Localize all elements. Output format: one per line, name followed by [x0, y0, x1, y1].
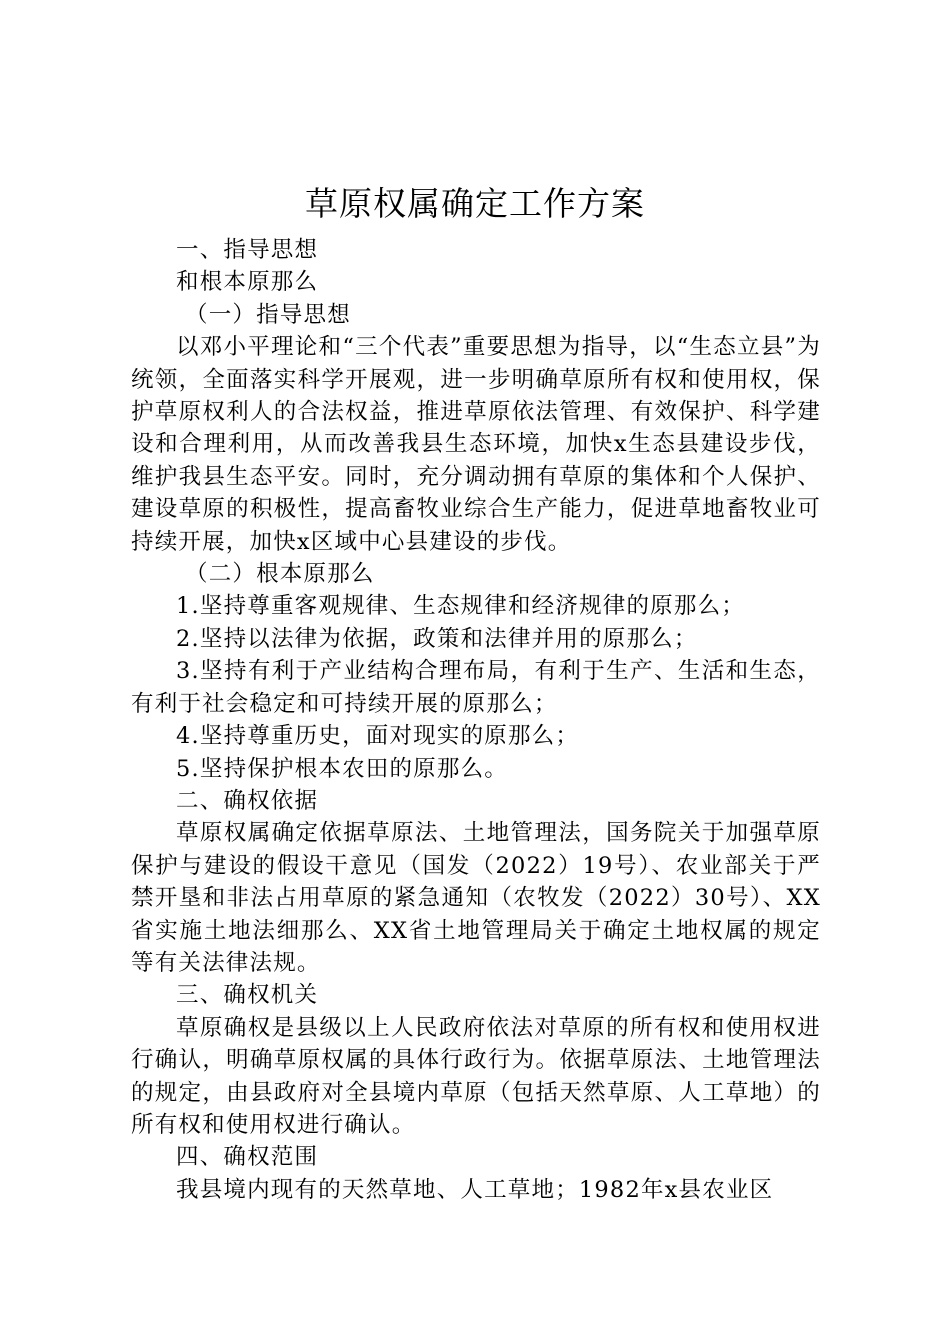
subsection-heading-basic-principles: （二）根本原那么 [185, 561, 375, 588]
paragraph-basis: 草原权属确定依据草原法、土地管理法，国务院关于加强草原保护与建设的假设干意见（国发（2022）19号）、农业部关于严禁开垦和非法占用草原的紧急通知（农牧发（2022）30号）、XX省实施土地法细那么、XX省土地管理局关于确定土地权属的规定等有关法律法规。 [131, 820, 821, 976]
section-heading-1: 一、指导思想 [176, 237, 319, 263]
principle-item-5: 5.坚持保护根本农田的原那么。 [176, 755, 508, 782]
principle-item-1: 1.坚持尊重客观规律、生态规律和经济规律的原那么； [176, 593, 745, 620]
subsection-heading-guiding-thought: （一）指导思想 [185, 301, 351, 328]
principle-item-3: 3.坚持有利于产业结构合理布局，有利于生产、生活和生态，有利于社会稳定和可持续开展的原那么； [131, 658, 821, 717]
section-heading-3: 三、确权机关 [176, 982, 319, 1009]
section-heading-1-continued: 和根本原那么 [176, 269, 319, 296]
document-title: 草原权属确定工作方案 [305, 184, 645, 223]
principle-item-4: 4.坚持尊重历史，面对现实的原那么； [176, 723, 580, 750]
paragraph-scope: 我县境内现有的天然草地、人工草地；1982年x县农业区 [176, 1176, 774, 1203]
paragraph-authority: 草原确权是县级以上人民政府依法对草原的所有权和使用权进行确认，明确草原权属的具体行政行为。依据草原法、土地管理法的规定，由县政府对全县境内草原（包括天然草原、人工草地）的所有权和使用权进行确认。 [131, 1014, 821, 1138]
section-heading-4: 四、确权范围 [176, 1144, 319, 1171]
paragraph-guiding-thought: 以邓小平理论和“三个代表”重要思想为指导，以“生态立县”为统领，全面落实科学开展观，进一步明确草原所有权和使用权，保护草原权利人的合法权益，推进草原依法管理、有效保护、科学建设和合理利用，从而改善我县生态环境，加快x生态县建设步伐，维护我县生态平安。同时，充分调动拥有草原的集体和个人保护、建设草原的积极性，提高畜牧业综合生产能力，促进草地畜牧业可持续开展，加快x区域中心县建设的步伐。 [131, 334, 821, 555]
section-heading-2: 二、确权依据 [176, 787, 319, 814]
document-body [131, 234, 821, 1206]
principle-item-2: 2.坚持以法律为依据，政策和法律并用的原那么； [176, 625, 698, 652]
